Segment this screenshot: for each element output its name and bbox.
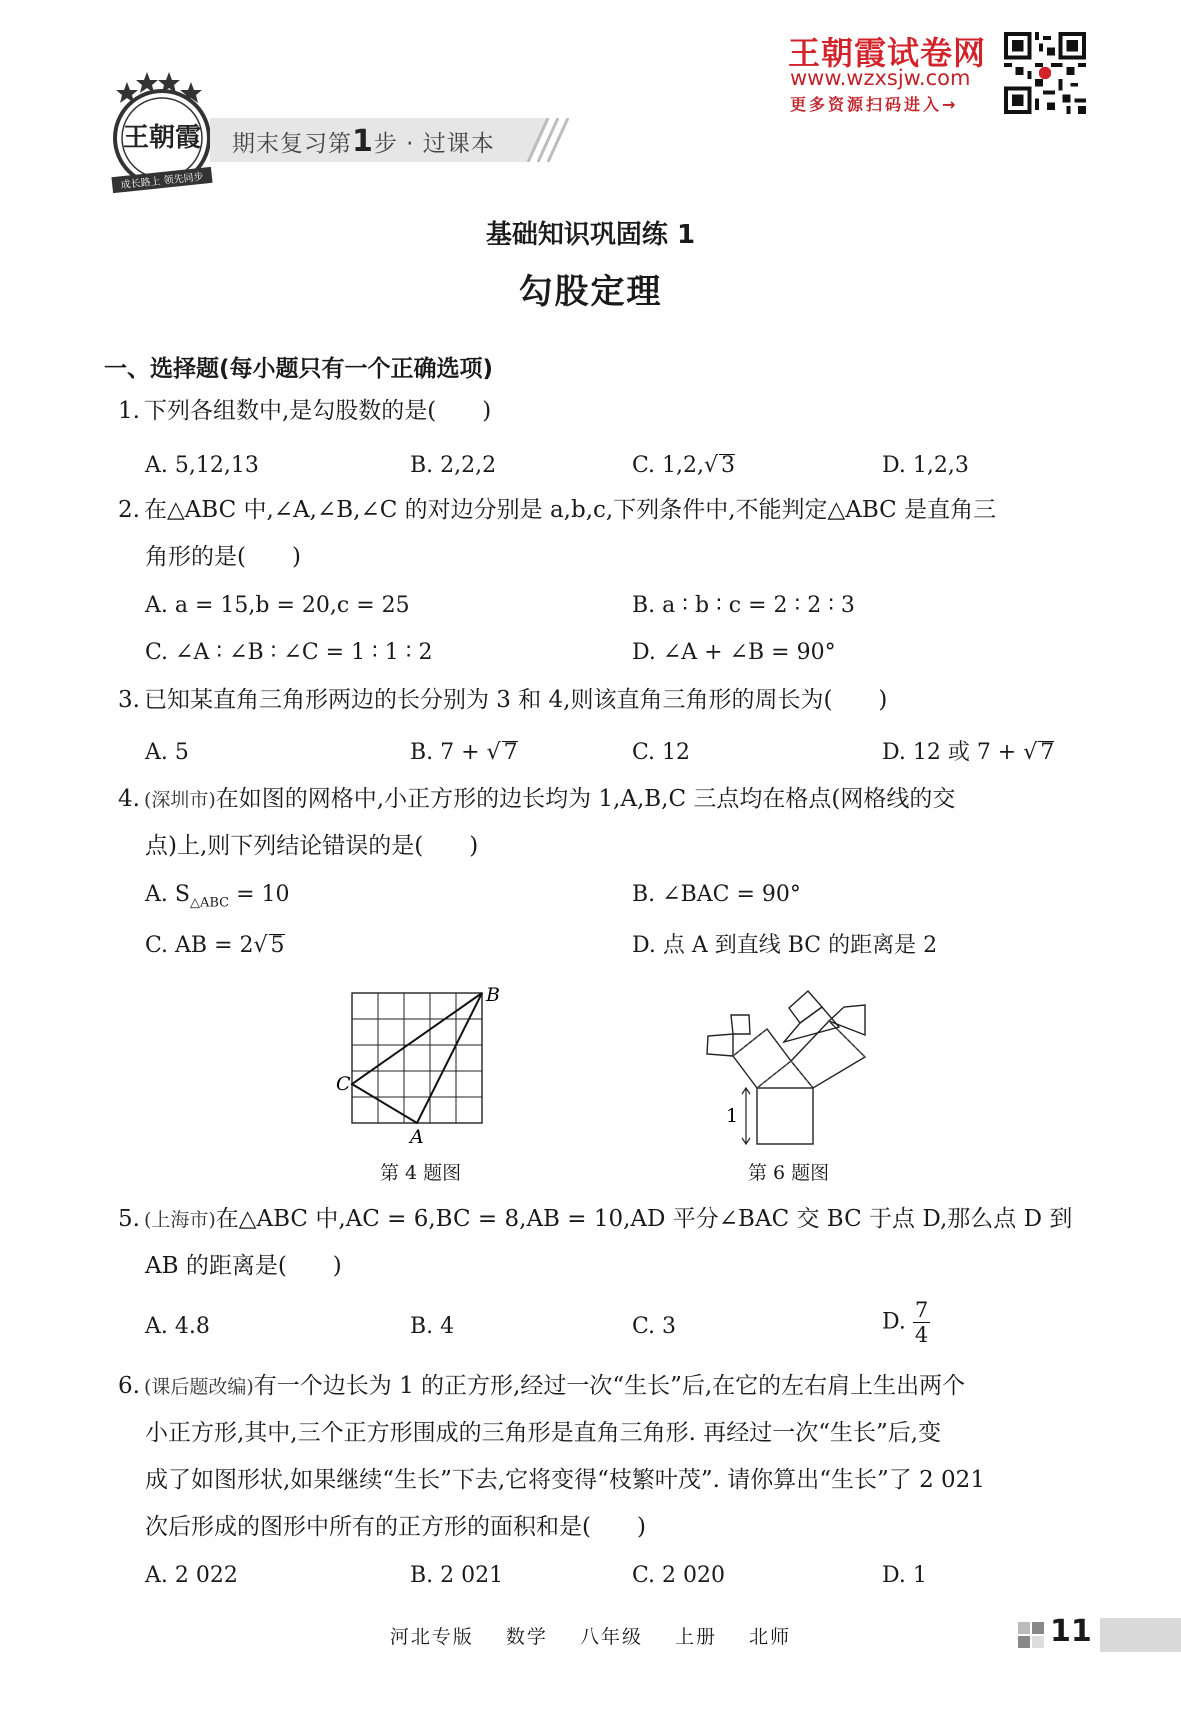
- question-2-cont: 角形的是( ): [145, 544, 301, 570]
- q5-option-d[interactable]: D. $\frac{7}{4}$: [882, 1298, 929, 1347]
- q1-option-c[interactable]: C. 1,2,√ 3: [632, 453, 736, 478]
- q6-option-d[interactable]: D. 1: [882, 1563, 927, 1588]
- wang-zhaoxia-logo-seal: [104, 72, 220, 198]
- footer-edition: 河北专版: [389, 1626, 474, 1648]
- q6-option-c[interactable]: C. 2 020: [632, 1563, 726, 1588]
- question-6-cont-3: 次后形成的图形中所有的正方形的面积和是( ): [145, 1514, 646, 1540]
- q2-option-b[interactable]: B. a ∶ b ∶ c = 2 ∶ 2 ∶ 3: [632, 593, 855, 618]
- svg-text:成长路上 领先同步: 成长路上 领先同步: [120, 171, 205, 192]
- q5-option-a[interactable]: A. 4.8: [145, 1314, 210, 1339]
- page-number-bar: [1100, 1618, 1181, 1652]
- question-4: 4. (深圳市)在如图的网格中,小正方形的边长均为 1,A,B,C 三点均在格点(网格线的交: [118, 786, 956, 812]
- page-number-decoration: [1018, 1622, 1046, 1648]
- q1-option-a[interactable]: A. 5,12,13: [145, 453, 259, 478]
- q5-option-c[interactable]: C. 3: [632, 1314, 677, 1339]
- q2-option-c[interactable]: C. ∠A ∶ ∠B ∶ ∠C = 1 ∶ 1 ∶ 2: [145, 640, 433, 665]
- footer-volume: 上册: [675, 1626, 718, 1648]
- question-source: (上海市): [143, 1209, 216, 1231]
- q3-option-c[interactable]: C. 12: [632, 740, 691, 765]
- question-source: (课后题改编): [143, 1376, 254, 1398]
- question-4-cont: 点)上,则下列结论错误的是( ): [145, 833, 479, 859]
- q4-option-c[interactable]: C. AB = 2√ 5: [145, 933, 285, 958]
- q4-option-a[interactable]: A. $S_{\triangle ABC} = 10$: [145, 882, 290, 911]
- scan-hint: 更多资源扫码进入→: [790, 95, 959, 114]
- section-heading: 一、选择题(每小题只有一个正确选项): [104, 356, 494, 382]
- q4-option-b[interactable]: B. ∠BAC = 90°: [632, 882, 801, 907]
- question-source: (深圳市): [143, 789, 216, 811]
- figure-4-grid: [330, 985, 510, 1145]
- q6-option-b[interactable]: B. 2 021: [410, 1563, 504, 1588]
- footer-publisher: 北师: [749, 1626, 792, 1648]
- footer-subject: 数学: [505, 1626, 548, 1648]
- side-length-label: 1: [726, 1105, 739, 1127]
- fraction: $\frac{7}{4}$: [914, 1298, 929, 1347]
- figure-4-caption: 第 4 题图: [380, 1162, 462, 1184]
- question-6-cont-1: 小正方形,其中,三个正方形围成的三角形是直角三角形. 再经过一次“生长”后,变: [145, 1420, 942, 1446]
- figure-6-caption: 第 6 题图: [748, 1162, 830, 1184]
- footer-grade: 八年级: [579, 1626, 643, 1648]
- point-b-label: B: [486, 985, 500, 1006]
- question-1: 1. 下列各组数中,是勾股数的是( ): [118, 398, 492, 424]
- point-c-label: C: [336, 1073, 351, 1095]
- q2-option-a[interactable]: A. a = 15,b = 20,c = 25: [145, 593, 410, 618]
- q4-option-d[interactable]: D. 点 A 到直线 BC 的距离是 2: [632, 933, 938, 958]
- brand-name: 王朝霞试卷网: [788, 34, 987, 72]
- page-number: 11: [1050, 1614, 1092, 1649]
- brand-website[interactable]: www.wzxsjw.com: [790, 66, 971, 90]
- q2-option-d[interactable]: D. ∠A + ∠B = 90°: [632, 640, 836, 665]
- question-6: 6. (课后题改编)有一个边长为 1 的正方形,经过一次“生长”后,在它的左右肩上生出两个: [118, 1373, 966, 1399]
- question-5: 5. (上海市)在△ABC 中,AC = 6,BC = 8,AB = 10,AD 平分∠BAC 交 BC 于点 D,那么点 D 到: [118, 1206, 1073, 1232]
- question-5-cont: AB 的距离是( ): [145, 1253, 342, 1279]
- question-6-cont-2: 成了如图形状,如果继续“生长”下去,它将变得“枝繁叶茂”. 请你算出“生长”了 2 021: [145, 1467, 985, 1493]
- question-2: 2. 在△ABC 中,∠A,∠B,∠C 的对边分别是 a,b,c,下列条件中,不能判定△ABC 是直角三: [118, 497, 997, 523]
- q3-option-b[interactable]: B. 7 + √ 7: [410, 740, 518, 765]
- question-3: 3. 已知某直角三角形两边的长分别为 3 和 4,则该直角三角形的周长为( ): [118, 687, 888, 713]
- qr-code[interactable]: [1004, 32, 1086, 114]
- q1-option-d[interactable]: D. 1,2,3: [882, 453, 969, 478]
- q6-option-a[interactable]: A. 2 022: [145, 1563, 238, 1588]
- footer-info: [0, 1622, 1181, 1649]
- q5-option-b[interactable]: B. 4: [410, 1314, 455, 1339]
- q1-option-b[interactable]: B. 2,2,2: [410, 453, 497, 478]
- figure-6-pythagoras-tree: [700, 985, 890, 1150]
- chapter-banner-text: 期末复习第1步 · 过课本: [232, 124, 495, 159]
- worksheet-title: 勾股定理: [518, 272, 663, 312]
- svg-text:王朝霞: 王朝霞: [122, 123, 202, 153]
- q3-option-a[interactable]: A. 5: [145, 740, 189, 765]
- point-a-label: A: [410, 1126, 424, 1145]
- triangle-abc: [352, 993, 482, 1123]
- worksheet-subtitle: 基础知识巩固练 1: [485, 220, 696, 250]
- q3-option-d[interactable]: D. 12 或 7 + √ 7: [882, 740, 1055, 765]
